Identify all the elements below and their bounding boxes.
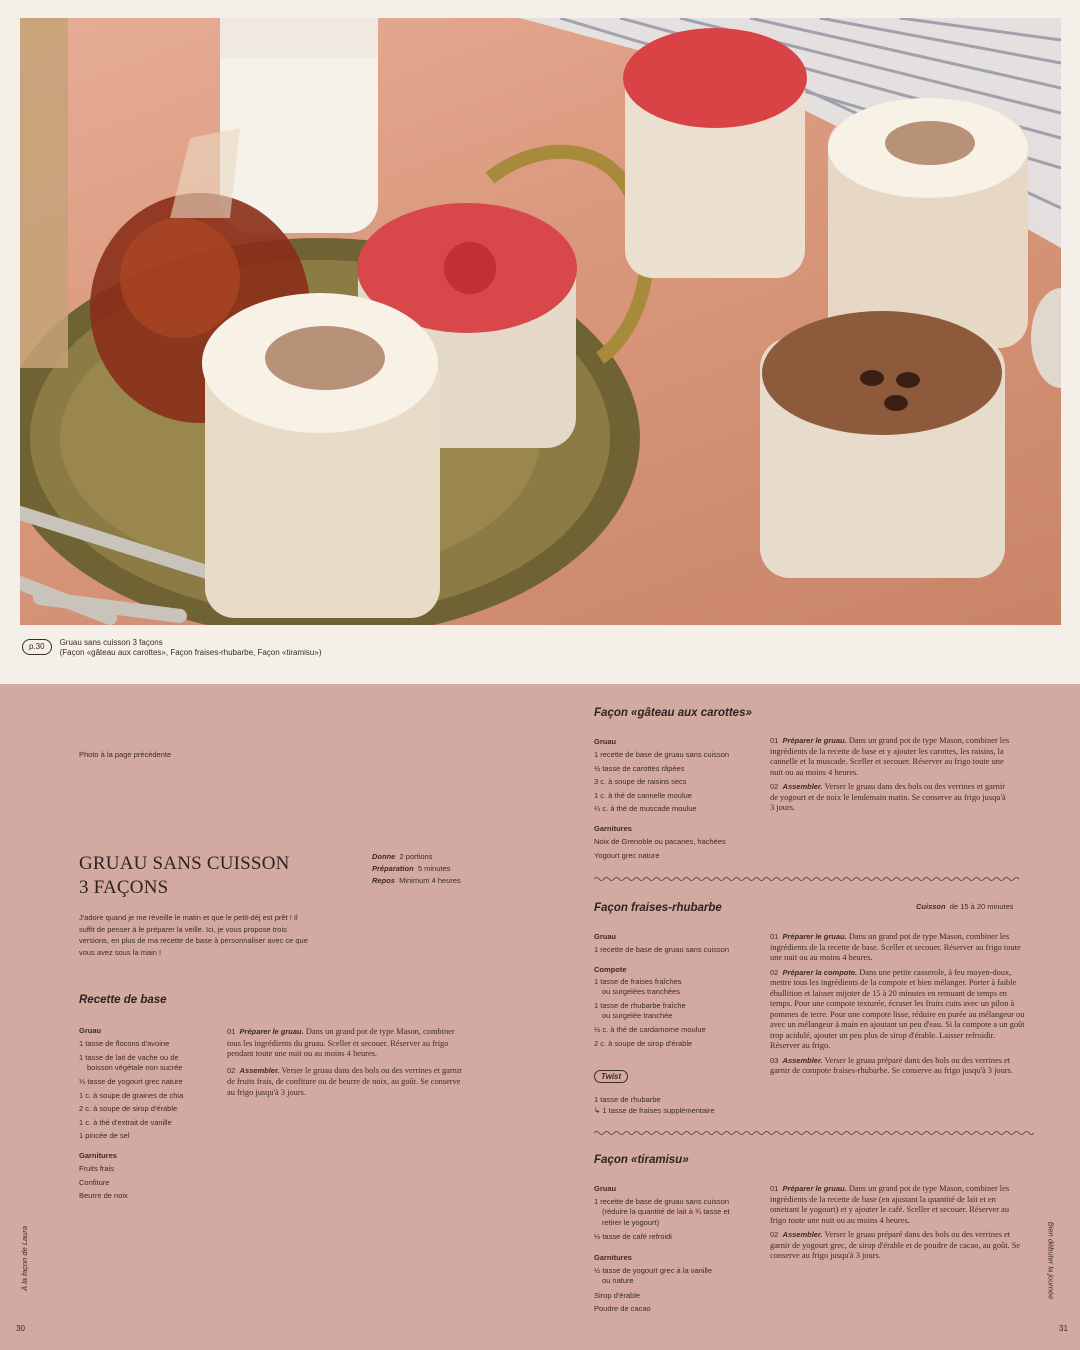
list-item: 1 c. à thé de cannelle moulue [594, 790, 692, 800]
list-item: ½ tasse de yogourt grec à la vanille [594, 1266, 712, 1275]
carrot-garnish-list [594, 835, 726, 862]
base-garnish-list [79, 1162, 128, 1203]
photo-caption [22, 638, 322, 658]
list-item: 1 tasse de lait de vache ou de [79, 1052, 179, 1062]
list-item: 1 tasse de fraises fraîches [594, 977, 682, 986]
list-item: ½ tasse de café refroidi [594, 1232, 672, 1241]
step-2: 02 Assembler. Verser le gruau préparé dans des bols ou des verrines et garnir de yogourt grec, de sirop d'érable et de poudre de cacao, au goût. Se conserve au frigo jusqu'à 3 jours. [770, 1230, 1021, 1260]
base-group-label: Gruau [79, 1026, 102, 1035]
list-item: Confiture [79, 1177, 110, 1187]
list-item: 1 tasse de rhubarbe fraîche [594, 1000, 686, 1010]
strawberry-cook-time: Cuisson de 15 à 20 minutes [916, 902, 1014, 911]
compote-list [594, 976, 706, 1050]
list-item: 2 c. à soupe de sirop d'érable [594, 1038, 693, 1048]
list-item: 1 c. à thé d'extrait de vanille [79, 1117, 172, 1127]
list-item: ¼ c. à thé de muscade moulue [594, 804, 697, 813]
step-1: 01 Préparer le gruau. Dans un grand pot de type Mason, combiner les ingrédients de la recette de base. Sceller et secouer. Réserver au frigo toute une nuit ou au moins 4 heures. [770, 932, 1021, 962]
list-item: 1 c. à soupe de graines de chia [79, 1090, 184, 1100]
tiramisu-jar [760, 311, 1005, 578]
carrot-steps [770, 736, 1010, 818]
carrot-jar-1 [202, 293, 440, 618]
list-item: 1 tasse de flocons d'avoine [79, 1039, 170, 1048]
list-item: (réduire la quantité de lait à ¾ tasse et [602, 1207, 730, 1216]
right-side-text: Bien débuter la journée [1046, 1221, 1056, 1300]
list-item: 1 pincée de sel [79, 1131, 130, 1140]
base-garnish-label: Garnitures [79, 1151, 117, 1160]
list-item: 3 c. à soupe de raisins secs [594, 777, 687, 786]
caption-line-1: Gruau sans cuisson 3 façons [59, 638, 163, 647]
list-item: Yogourt grec nature [594, 850, 660, 860]
strawberry-group-label: Gruau [594, 932, 617, 941]
photo-note: Photo à la page précédente [79, 750, 172, 759]
step-2: 02 Assembler. Verser le gruau dans des bols ou des verrines et garnir de fruits frais, de confiture ou de beurre de noix, au goût. Se conserve au frigo jusqu'à 3 jours. [227, 1065, 462, 1097]
page-ref-badge: p.30 [22, 639, 52, 655]
list-item: Poudre de cacao [594, 1304, 651, 1313]
intro-text: J'adore quand je me réveille le matin et que le petit-déj est prêt ! Il suffit de penser à le préparer la veille. Ici, je vous propose trois versions, en plus de ma recette de base à personnaliser avec ce que vous avez sous la main ! [79, 913, 308, 957]
list-item: Noix de Grenoble ou pacanes, hachées [594, 837, 726, 846]
left-side-text: À la façon de Laura [20, 1225, 30, 1292]
recipe-meta: Donne 2 portions Préparation 5 minutes Repos Minimum 4 heures [372, 852, 461, 885]
milk-bottle [220, 18, 378, 233]
list-item: boisson végétale non sucrée [87, 1062, 183, 1072]
twist-text: 1 tasse de rhubarbe ↳ 1 tasse de fraises supplémentaire [594, 1095, 715, 1115]
tiramisu-garnish-label: Garnitures [594, 1253, 632, 1262]
carrot-group-label: Gruau [594, 737, 617, 746]
step-1: 01 Préparer le gruau. Dans un grand pot de type Mason, combiner les ingrédients de la recette de base (en ajustant la quantité de lait et en omettant le yogourt) et y ajouter le café. Sceller et secouer. Réserver au frigo toute une nuit ou au moins 4 heures. [770, 1184, 1010, 1225]
list-item: ½ tasse de carottes râpées [594, 763, 685, 773]
list-item: ou nature [602, 1276, 634, 1285]
tiramisu-ingredient-list [594, 1196, 730, 1244]
right-page-number: 31 [1059, 1324, 1068, 1333]
recipe-title: GRUAU SANS CUISSON 3 FAÇONS [79, 853, 290, 898]
list-item: 1 recette de base de gruau sans cuisson [594, 1197, 730, 1206]
step-3: 03 Assembler. Verser le gruau préparé dans des bols ou des verrines et garnir de compote fraises-rhubarbe. Se conserve au frigo jusqu'à 3 jours. [770, 1055, 1013, 1075]
strawberry-jar-2 [623, 28, 807, 278]
step-2: 02 Assembler. Verser le gruau dans des bols ou des verrines et garnir de yogourt et de noix le lendemain matin. Se conserve au frigo jusqu'à 3 jours. [770, 782, 1006, 812]
jars-illustration [20, 18, 1061, 625]
step-1: 01 Préparer le gruau. Dans un grand pot de type Mason, combiner tous les ingrédients du gruau. Sceller et secouer. Réserver au frigo pendant toute une nuit ou au moins 4 heures. [227, 1027, 455, 1058]
tiramisu-steps [770, 1184, 1025, 1266]
step-1: 01 Préparer le gruau. Dans un grand pot de type Mason, combiner les ingrédients de la recette de base et y ajouter les carottes, les raisins, la cannelle et la muscade. Sceller et secouer. Réserver au frigo toute une nuit ou au moins 4 heures. [770, 736, 1010, 777]
base-recipe-title: Recette de base [79, 994, 167, 1006]
carrot-title: Façon «gâteau aux carottes» [594, 707, 752, 719]
strawberry-title: Façon fraises-rhubarbe [594, 902, 722, 914]
recipe-photo [20, 18, 1061, 625]
wavy-divider [594, 1130, 1034, 1136]
list-item: ⅓ tasse de yogourt grec nature [79, 1077, 183, 1086]
left-page-number: 30 [16, 1324, 25, 1333]
strawberry-ingredient: 1 recette de base de gruau sans cuisson [594, 945, 730, 954]
caption-line-2: (Façon «gâteau aux carottes», Façon fraises-rhubarbe, Façon «tiramisu») [59, 648, 322, 657]
step-2: 02 Préparer la compote. Dans une petite casserole, à feu moyen-doux, mettre tous les ingrédients de la compote et bien mélanger. Porter à faible ébullition et laisser mijoter de 15 à 20 minutes en remuant de temps en temps. Pour une compote texturée, écraser les fruits cuits avec un pilon à pommes de terre. Pour une compote lisse, réduire en purée au mélangeur ou avec un mélangeur à main en ajoutant un peu d'eau. Si la compote a un goût trop acidulé, ajouter un peu plus de sirop d'érable. Laisser refroidir. Réserver au frigo. [770, 967, 1025, 1050]
carrot-jar-2 [828, 98, 1028, 348]
list-item: ½ c. à thé de cardamome moulue [594, 1025, 706, 1034]
compote-label: Compote [594, 965, 627, 974]
twist-badge: Twist [594, 1070, 628, 1083]
wavy-divider [594, 876, 1034, 882]
carrot-ingredient-list [594, 748, 729, 816]
list-item: retirer le yogourt) [602, 1217, 660, 1227]
carrot-garnish-label: Garnitures [594, 824, 632, 833]
tiramisu-garnish-list [594, 1265, 712, 1316]
list-item: ou surgelées tranchées [602, 987, 680, 996]
list-item: Sirop d'érable [594, 1290, 641, 1300]
list-item: ou surgelée tranchée [602, 1010, 673, 1020]
list-item: Fruits frais [79, 1164, 115, 1173]
strawberry-steps [770, 932, 1025, 1081]
recipe-spread [0, 684, 1080, 1350]
list-item: 2 c. à soupe de sirop d'érable [79, 1104, 178, 1113]
tiramisu-group-label: Gruau [594, 1184, 617, 1193]
list-item: 1 recette de base de gruau sans cuisson [594, 750, 730, 759]
tiramisu-title: Façon «tiramisu» [594, 1154, 689, 1166]
base-steps [227, 1025, 465, 1102]
base-ingredient-list [79, 1037, 219, 1143]
list-item: Beurre de noix [79, 1191, 128, 1200]
